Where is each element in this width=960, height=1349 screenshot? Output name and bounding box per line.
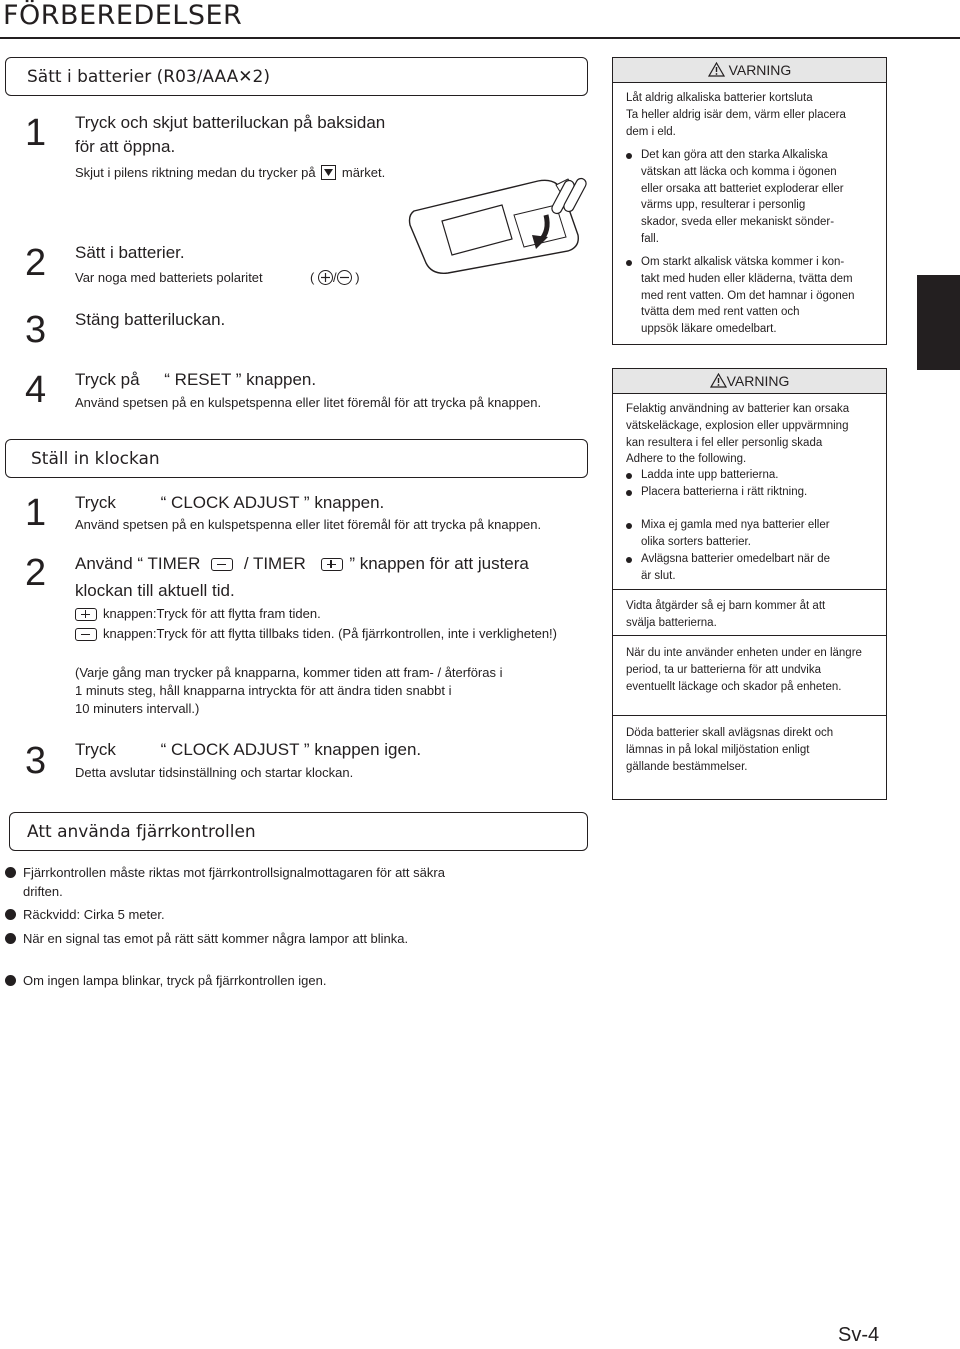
section-header-batteries xyxy=(5,57,588,96)
plus-circle-icon xyxy=(318,270,333,285)
minus-button-icon xyxy=(75,628,97,641)
divider xyxy=(613,635,886,636)
step-heading: Använd “ TIMER / TIMER ” knappen för att justera xyxy=(75,554,529,573)
section-tab-marker xyxy=(917,275,960,370)
warning-bullet: Ladda inte upp batterierna. xyxy=(641,469,779,481)
remote-item: Fjärrkontrollen måste riktas mot fjärrkontrollsignalmottagaren för att säkra xyxy=(23,865,445,880)
bullet-icon xyxy=(5,933,16,944)
warning-header: VARNING xyxy=(613,58,886,83)
warning-triangle-icon xyxy=(708,62,725,77)
warning-text: Felaktig användning av batterier kan orsaka vätskeläckage, explosion eller uppvärmning kan resultera i fel eller personlig skada Adhere to the following. xyxy=(626,403,850,466)
divider xyxy=(613,715,886,716)
step-heading: klockan till aktuell tid. xyxy=(75,581,235,600)
section-header-clock xyxy=(5,439,588,478)
bullet-icon xyxy=(626,523,632,529)
warning-paragraph: Döda batterier skall avlägsnas direkt och lämnas in på lokal miljöstation enligt gällande bestämmelser. xyxy=(626,727,834,773)
section-title-remote: Att använda fjärrkontrollen xyxy=(27,822,256,842)
remote-battery-illustration xyxy=(408,175,588,275)
triangle-mark-icon xyxy=(321,165,336,180)
step-number: 4 xyxy=(25,369,47,411)
bullet-icon xyxy=(626,473,632,479)
step-instruction: Använd spetsen på en kulspetspenna eller litet föremål för att trycka på knappen. xyxy=(75,395,542,410)
step-number: 1 xyxy=(25,492,47,534)
remote-item: Räckvidd: Cirka 5 meter. xyxy=(23,907,165,922)
step-heading: Sätt i batterier. xyxy=(75,243,185,262)
divider xyxy=(613,589,886,590)
polarity-symbols: ( / ) xyxy=(310,270,360,285)
section-title-batteries: Sätt i batterier (R03/AAA✕2) xyxy=(27,67,270,87)
warning-bullet: Avlägsna batterier omedelbart när de är slut. xyxy=(641,553,831,582)
step-heading: Tryck på “ RESET ” knappen. xyxy=(75,370,317,389)
warning-bullet: Det kan göra att den starka Alkaliska vätskan att läcka och komma i ögonen eller orsaka att batteriet exploderar eller värms upp, resulterar i personlig skador, sveda eller mekaniskt sönder- fall. xyxy=(641,149,844,245)
step-heading: Tryck “ CLOCK ADJUST ” knappen igen. xyxy=(75,740,422,759)
bullet-icon xyxy=(5,975,16,986)
minus-circle-icon xyxy=(337,270,352,285)
header-rule xyxy=(0,37,960,39)
warning-paragraph: Vidta åtgärder så ej barn kommer åt att svälja batterierna. xyxy=(626,600,826,629)
step-note: 10 minuters intervall.) xyxy=(75,701,200,716)
warning-bullet: Mixa ej gamla med nya batterier eller olika sorters batterier. xyxy=(641,519,830,548)
page-number: Sv-4 xyxy=(838,1324,880,1346)
step-number: 2 xyxy=(25,242,47,284)
step-instruction: Detta avslutar tidsinställning och startar klockan. xyxy=(75,765,354,780)
section-header-remote xyxy=(9,812,588,851)
warning-box-2 xyxy=(612,368,887,800)
warning-text: Låt aldrig alkaliska batterier kortsluta Ta heller aldrig isär dem, värm eller placera dem i eld. xyxy=(626,92,846,138)
step-instruction: Var noga med batteriets polaritet xyxy=(75,270,263,285)
bullet-icon xyxy=(5,867,16,878)
step-heading: för att öppna. xyxy=(75,137,176,156)
plus-button-icon xyxy=(75,608,97,621)
step-number: 2 xyxy=(25,552,47,594)
bullet-icon xyxy=(626,557,632,563)
step-heading: Stäng batteriluckan. xyxy=(75,310,226,329)
minus-instruction: knappen:Tryck för att flytta tillbaks tiden. (På fjärrkontrollen, inte i verkligheten!) xyxy=(75,626,557,641)
warning-triangle-icon xyxy=(710,373,727,388)
step-note: 1 minuts steg, håll knapparna intryckta för att ändra tiden snabbt i xyxy=(75,683,452,698)
bullet-icon xyxy=(626,490,632,496)
warning-bullet: Om starkt alkalisk vätska kommer i kon- takt med huden eller kläderna, tvätta dem med rent vatten. Om det hamnar i ögonen tvätta dem med rent vatten och uppsök läkare omedelbart. xyxy=(641,256,855,336)
step-heading: Tryck och skjut batteriluckan på baksidan xyxy=(75,113,386,132)
section-title-clock: Ställ in klockan xyxy=(31,449,160,469)
step-note: (Varje gång man trycker på knapparna, kommer tiden att fram- / återföras i xyxy=(75,665,503,680)
step-number: 3 xyxy=(25,309,47,351)
step-number: 1 xyxy=(25,112,47,154)
step-heading: Tryck “ CLOCK ADJUST ” knappen. xyxy=(75,493,385,512)
plus-button-icon xyxy=(321,558,343,571)
step-number: 3 xyxy=(25,740,47,782)
remote-item: Om ingen lampa blinkar, tryck på fjärrkontrollen igen. xyxy=(23,973,327,988)
warning-box-1 xyxy=(612,57,887,345)
times-icon: ✕ xyxy=(238,67,253,87)
page-title: FÖRBEREDELSER xyxy=(3,0,243,31)
remote-item: När en signal tas emot på rätt sätt kommer några lampor att blinka. xyxy=(23,931,409,946)
warning-header: VARNING xyxy=(613,369,886,394)
step-instruction: Skjut i pilens riktning medan du trycker på märket. xyxy=(75,165,386,180)
bullet-icon xyxy=(626,260,632,266)
warning-bullet: Placera batterierna i rätt riktning. xyxy=(641,486,808,498)
bullet-icon xyxy=(5,909,16,920)
bullet-icon xyxy=(626,153,632,159)
plus-instruction: knappen:Tryck för att flytta fram tiden. xyxy=(75,606,321,621)
step-instruction: Använd spetsen på en kulspetspenna eller litet föremål för att trycka på knappen. xyxy=(75,517,542,532)
minus-button-icon xyxy=(211,558,233,571)
remote-item: driften. xyxy=(23,884,63,899)
warning-paragraph: När du inte använder enheten under en längre period, ta ur batterierna för att undvika eventuellt läckage och skador på enheten. xyxy=(626,647,862,693)
